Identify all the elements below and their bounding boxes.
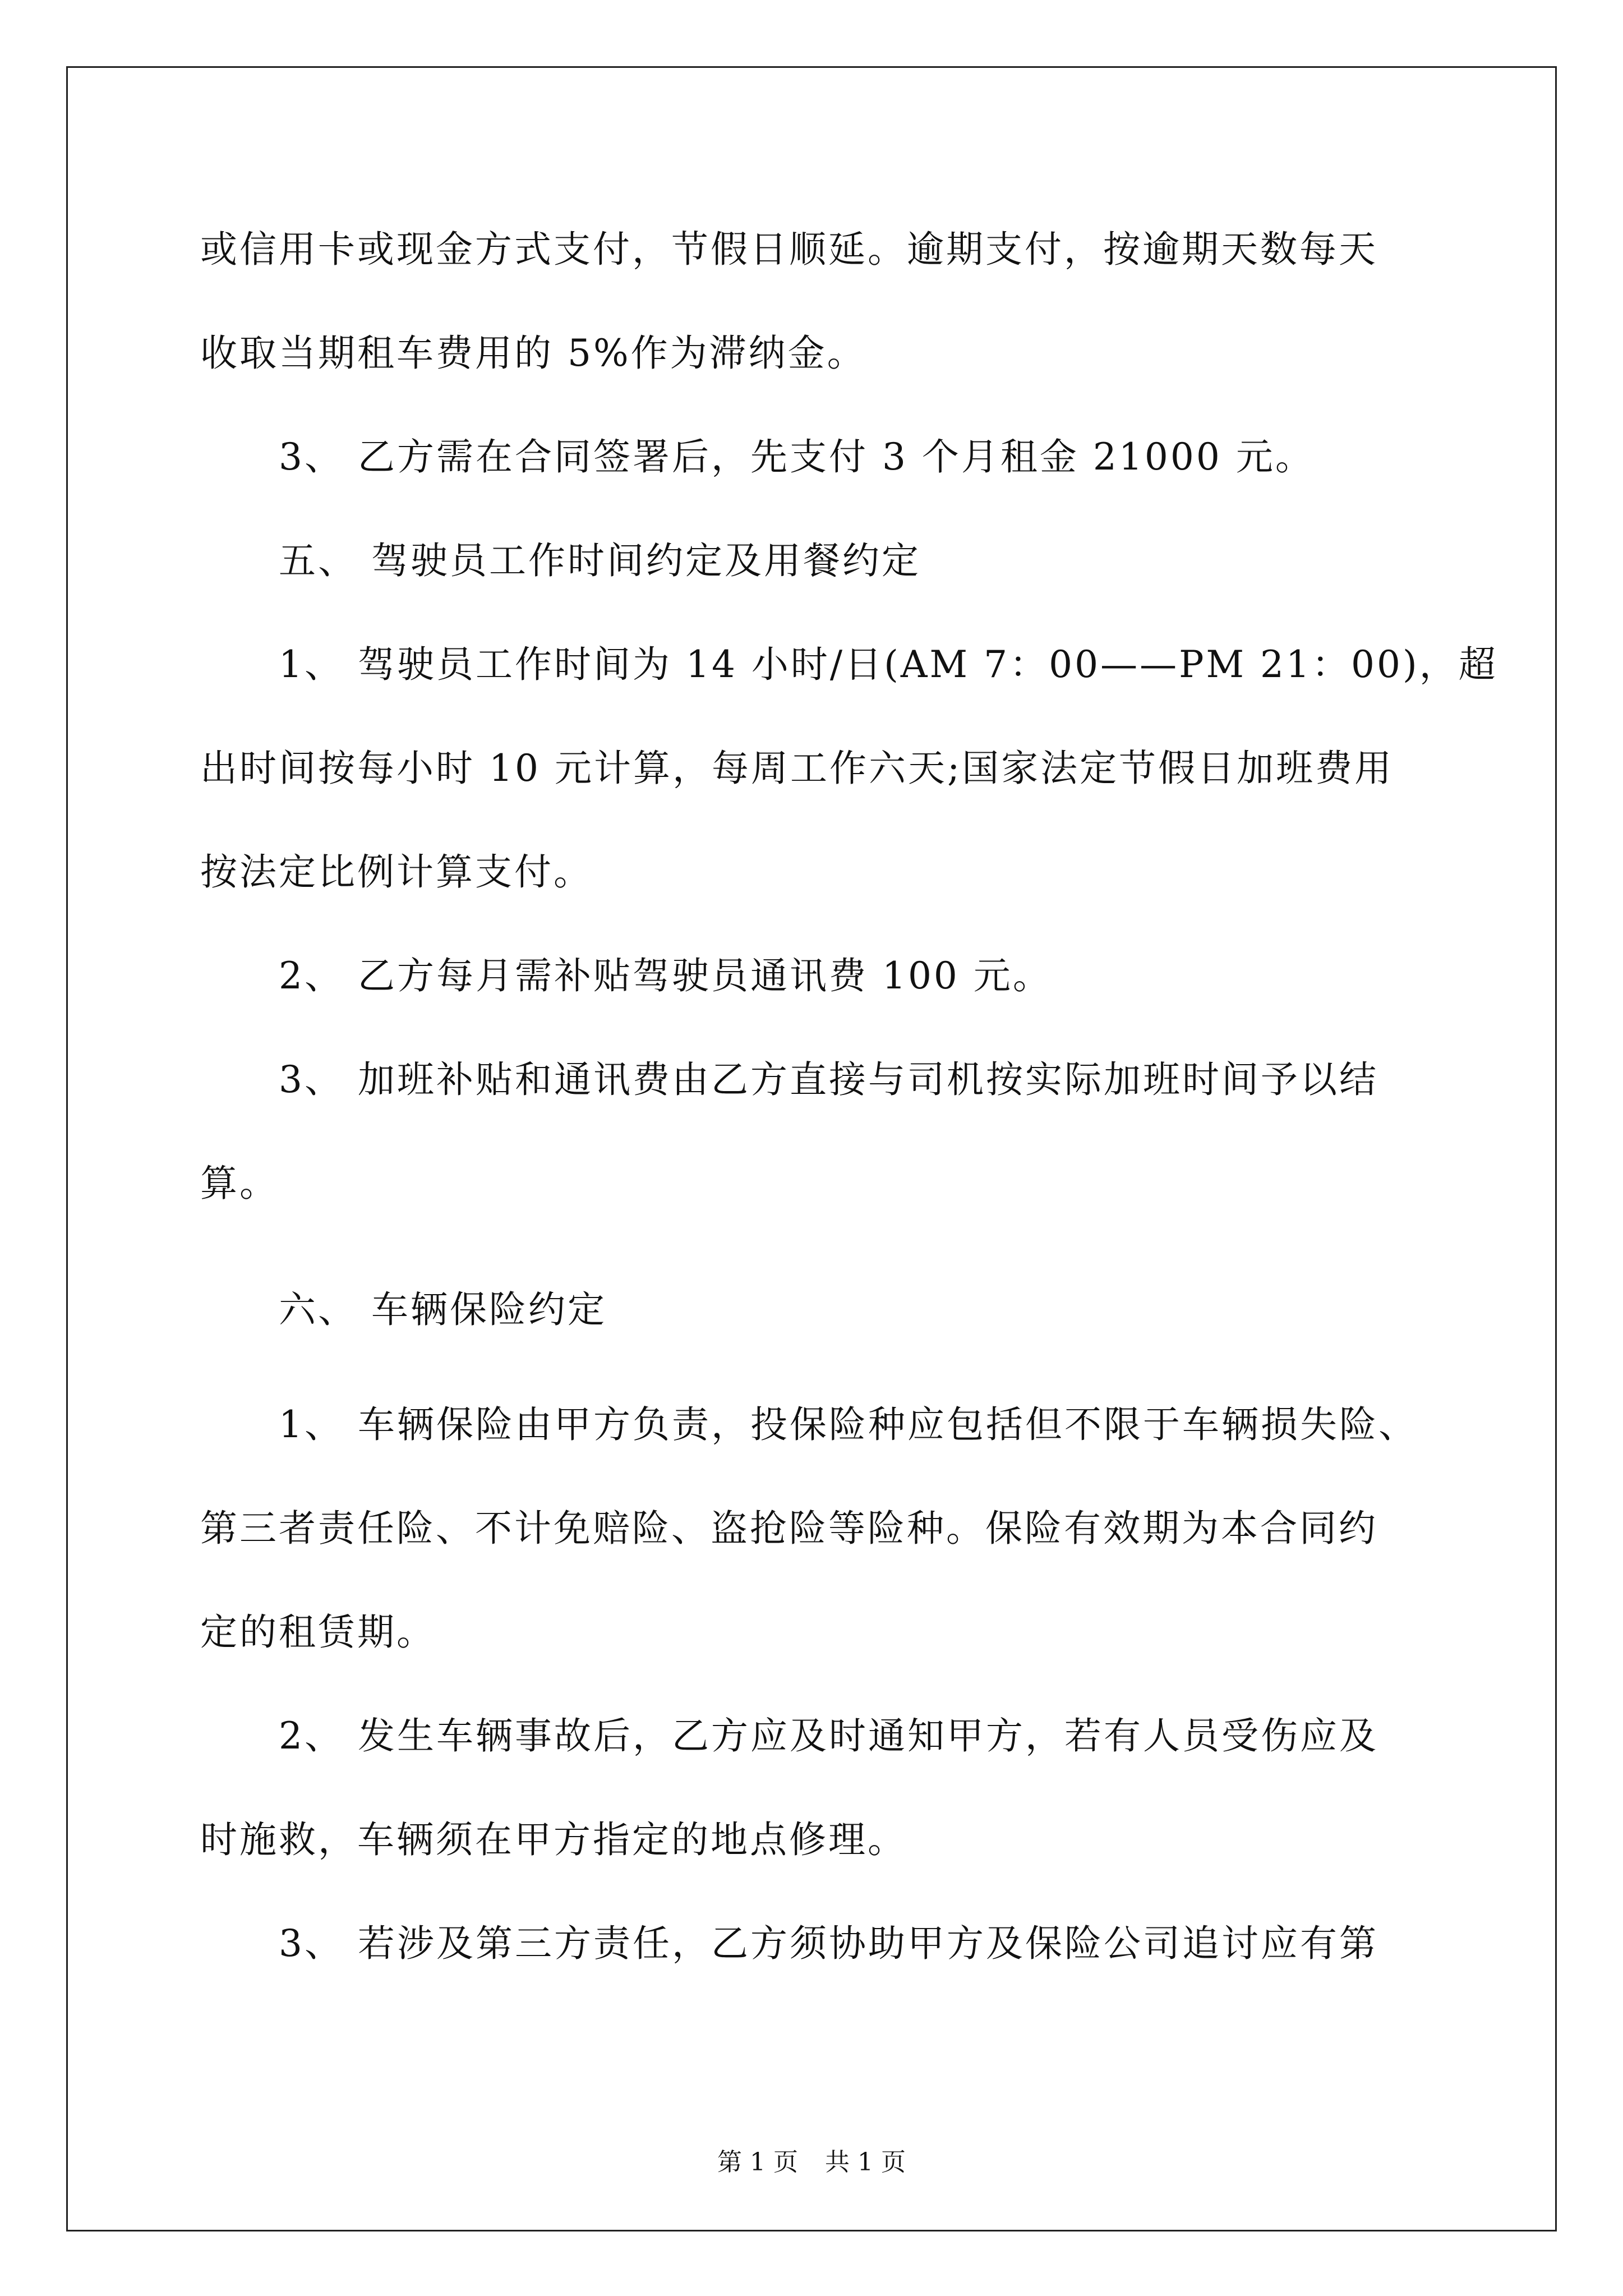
text-line: 算。 — [200, 1162, 279, 1205]
text-line: 1、 驾驶员工作时间为 14 小时/日(AM 7：00——PM 21：00)，超 — [279, 643, 1498, 686]
text-line: 或信用卡或现金方式支付，节假日顺延。逾期支付，按逾期天数每天 — [200, 228, 1378, 271]
text-line: 3、 乙方需在合同签署后，先支付 3 个月租金 21000 元。 — [279, 435, 1315, 478]
text-line: 时施救，车辆须在甲方指定的地点修理。 — [200, 1818, 907, 1861]
text-line: 按法定比例计算支付。 — [200, 850, 593, 894]
page-number: 第 1 页 — [717, 2148, 798, 2177]
text-line: 3、 加班补贴和通讯费由乙方直接与司机按实际加班时间予以结 — [279, 1058, 1378, 1101]
page-border — [66, 66, 1557, 2231]
section-heading: 五、 驾驶员工作时间约定及用餐约定 — [279, 539, 921, 582]
page-total: 共 1 页 — [825, 2148, 906, 2177]
text-line: 出时间按每小时 10 元计算，每周工作六天;国家法定节假日加班费用 — [200, 747, 1394, 790]
text-line: 3、 若涉及第三方责任，乙方须协助甲方及保险公司追讨应有第 — [279, 1922, 1378, 1965]
text-line: 定的租赁期。 — [200, 1611, 436, 1654]
text-line: 2、 乙方每月需补贴驾驶员通讯费 100 元。 — [279, 954, 1052, 997]
text-line: 2、 发生车辆事故后，乙方应及时通知甲方，若有人员受伤应及 — [279, 1714, 1378, 1757]
text-line: 第三者责任险、不计免赔险、盗抢险等险种。保险有效期为本合同约 — [200, 1507, 1378, 1550]
page-footer — [0, 2146, 1623, 2179]
section-heading: 六、 车辆保险约定 — [279, 1288, 607, 1331]
text-line: 收取当期租车费用的 5%作为滞纳金。 — [200, 332, 866, 375]
text-line: 1、 车辆保险由甲方负责，投保险种应包括但不限于车辆损失险、 — [279, 1403, 1418, 1446]
